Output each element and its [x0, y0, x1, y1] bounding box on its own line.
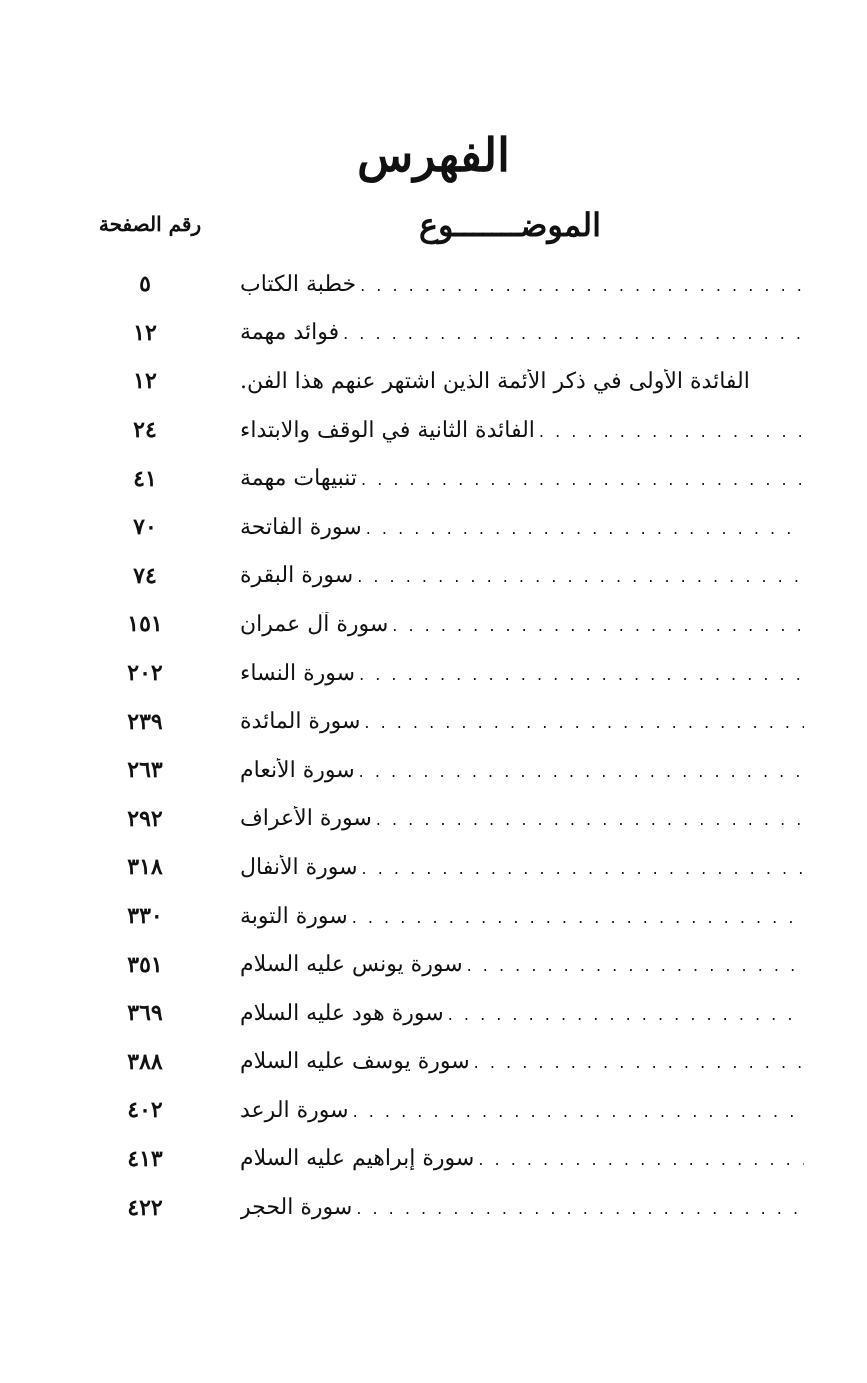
toc-entry-title: خطبة الكتاب	[240, 271, 357, 297]
toc-row	[90, 1183, 810, 1232]
toc-entry-title: سورة النساء	[240, 660, 356, 686]
toc-entry-title: سورة الأعراف	[240, 806, 372, 832]
toc-row	[90, 454, 810, 503]
toc-row	[90, 795, 810, 844]
toc-entry-title: سورة الأنفال	[240, 854, 358, 880]
toc-row	[90, 357, 810, 406]
toc-row	[90, 260, 810, 309]
toc-row	[90, 552, 810, 601]
dot-leader	[360, 276, 804, 295]
toc-page-number: ٣٨٨	[127, 1048, 163, 1075]
dot-leader	[467, 956, 804, 975]
toc-page-number: ٣٥١	[127, 951, 163, 978]
toc-row	[90, 600, 810, 649]
dot-leader	[376, 810, 804, 829]
toc-entry-title: سورة الأنعام	[240, 757, 355, 783]
dot-leader	[364, 713, 804, 732]
toc-row	[90, 940, 810, 989]
toc-page-number: ٣١٨	[127, 854, 163, 881]
toc-page-number: ٤٢٢	[127, 1194, 163, 1221]
toc-row	[90, 746, 810, 795]
toc-entry-title: سورة إبراهيم عليه السلام	[240, 1146, 475, 1172]
toc-entry-title: سورة المائدة	[240, 709, 361, 735]
table-of-contents	[90, 260, 810, 1232]
toc-entry-title: الفائدة الأولى في ذكر الأئمة الذين اشتهر عنهم هذا الفن.	[240, 368, 750, 394]
dot-leader	[361, 470, 804, 489]
toc-page-number: ١٢	[133, 319, 157, 346]
toc-page-number: ٢٦٣	[127, 757, 163, 784]
toc-page-number: ٣٣٠	[127, 903, 163, 930]
dot-leader	[359, 762, 804, 781]
toc-page-number: ٤١	[133, 465, 157, 492]
toc-row	[90, 649, 810, 698]
toc-row	[90, 406, 810, 455]
toc-entry-title: تنبيهات مهمة	[240, 466, 358, 492]
dot-leader	[357, 567, 804, 586]
toc-entry-title: فوائد مهمة	[240, 320, 340, 346]
toc-page-number: ٢٤	[133, 417, 157, 444]
dot-leader	[474, 1053, 804, 1072]
toc-entry-title: الفائدة الثانية في الوقف والابتداء	[240, 417, 535, 443]
page-number-column-header: رقم الصفحة	[98, 212, 202, 236]
toc-row	[90, 989, 810, 1038]
toc-page-number: ٤٠٢	[127, 1097, 163, 1124]
dot-leader	[352, 908, 804, 927]
toc-page-number: ٧٤	[133, 562, 157, 589]
toc-entry-title: سورة البقرة	[240, 563, 354, 589]
toc-page-number: ١٢	[133, 368, 157, 395]
toc-page-number: ٧٠	[133, 514, 157, 541]
toc-row	[90, 843, 810, 892]
toc-entry-title: سورة يونس عليه السلام	[240, 952, 463, 978]
toc-row	[90, 1086, 810, 1135]
toc-entry-title: سورة الرعد	[240, 1097, 349, 1123]
dot-leader	[343, 324, 804, 343]
toc-row	[90, 309, 810, 358]
page-title: الفهرس	[357, 128, 510, 182]
dot-leader	[392, 616, 804, 635]
toc-page-number: ٥	[139, 271, 151, 298]
dot-leader	[362, 859, 804, 878]
toc-row	[90, 892, 810, 941]
dot-leader	[478, 1150, 804, 1169]
dot-leader	[366, 519, 804, 538]
toc-entry-title: سورة هود عليه السلام	[240, 1000, 444, 1026]
dot-leader	[359, 665, 804, 684]
toc-page-number: ٤١٣	[127, 1145, 163, 1172]
toc-entry-title: سورة التوبة	[240, 903, 348, 929]
dot-leader	[353, 1102, 804, 1121]
toc-page-number: ٢٣٩	[127, 708, 163, 735]
toc-entry-title: سورة يوسف عليه السلام	[240, 1049, 470, 1075]
toc-row	[90, 1135, 810, 1184]
toc-page-number: ٣٦٩	[127, 1000, 163, 1027]
subject-column-header: الموضـــــــوع	[418, 206, 602, 244]
toc-entry-title: سورة الفاتحة	[240, 514, 362, 540]
toc-row	[90, 1038, 810, 1087]
toc-entry-title: سورة الحجر	[240, 1195, 353, 1221]
dot-leader	[448, 1005, 804, 1024]
toc-page-number: ٢٠٢	[127, 660, 163, 687]
toc-page-number: ٢٩٢	[127, 805, 163, 832]
toc-entry-title: سورة آل عمران	[240, 611, 389, 637]
dot-leader	[356, 1199, 804, 1218]
toc-page-number: ١٥١	[127, 611, 163, 638]
dot-leader	[539, 422, 804, 441]
toc-row	[90, 503, 810, 552]
toc-row	[90, 697, 810, 746]
